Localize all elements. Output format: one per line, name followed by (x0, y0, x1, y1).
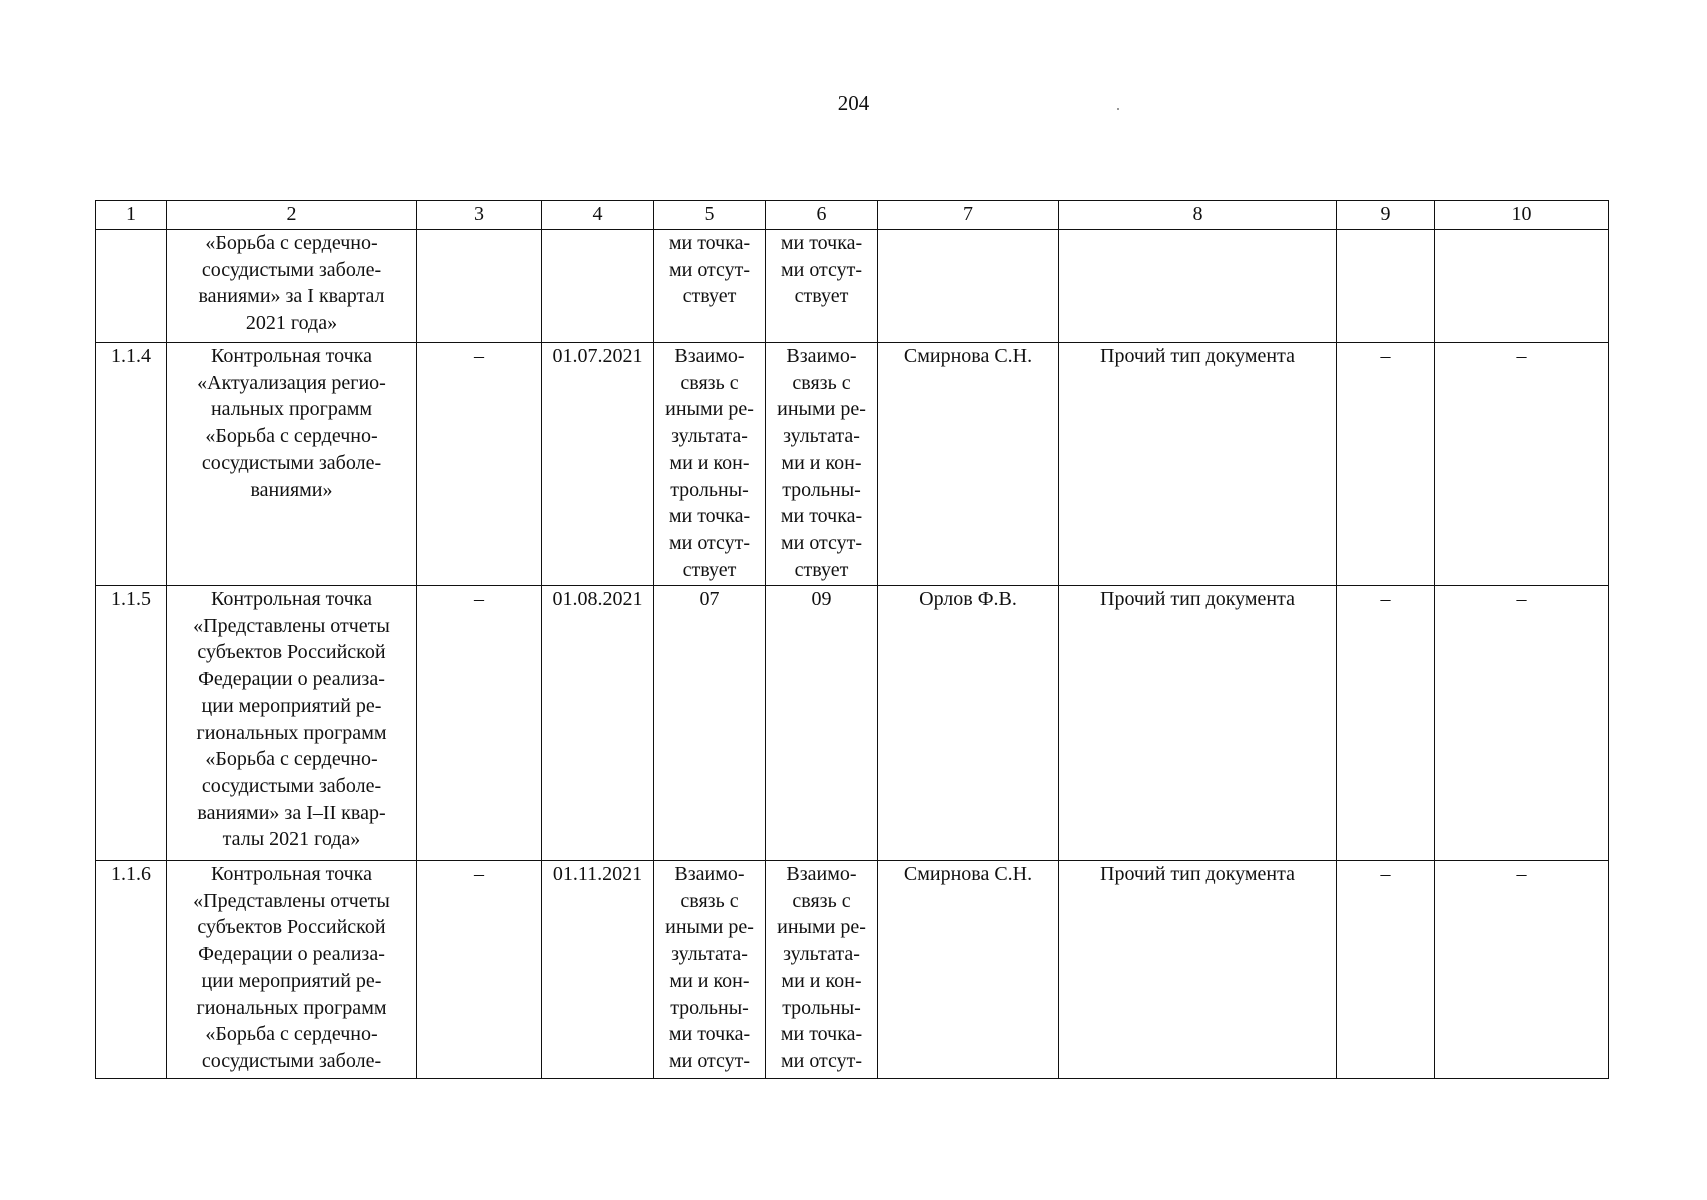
col9-value: – (1380, 863, 1391, 885)
item-number-cell (96, 230, 167, 343)
col5-value: Взаимо- связь с иными ре- зультата- ми и кон- трольны- ми точка- ми отсут- ствует (665, 345, 754, 581)
item-name-cell (167, 230, 417, 343)
item-name-cell (167, 861, 417, 1079)
doc-type-value: Прочий тип документа (1100, 345, 1295, 367)
table-row (96, 861, 1609, 1079)
col5-value: Взаимо- связь с иными ре- зультата- ми и кон- трольны- ми точка- ми отсут- (665, 863, 754, 1072)
responsible-cell (878, 861, 1059, 1079)
item-name-cell (167, 343, 417, 586)
col3-cell (417, 586, 542, 861)
date-value: 01.07.2021 (552, 345, 643, 367)
item-number: 1.1.4 (111, 345, 151, 367)
col9-value: – (1380, 345, 1391, 367)
header-cell-9: 9 (1337, 201, 1435, 230)
col6-cell (766, 586, 878, 861)
col10-cell (1435, 230, 1609, 343)
col5-cell (654, 861, 766, 1079)
date-cell (542, 861, 654, 1079)
table-header-row (96, 201, 1609, 230)
col5-value: ми точка- ми отсут- ствует (668, 232, 751, 308)
col6-value: ми точка- ми отсут- ствует (780, 232, 863, 308)
col3-cell (417, 861, 542, 1079)
responsible-value: Смирнова С.Н. (903, 863, 1033, 885)
col5-cell (654, 230, 766, 343)
responsible-cell (878, 343, 1059, 586)
doc-type-value: Прочий тип документа (1100, 588, 1295, 610)
table-row (96, 230, 1609, 343)
item-name: «Борьба с сердечно- сосудистыми заболе- ваниями» за I квартал 2021 года» (198, 232, 385, 335)
date-cell (542, 586, 654, 861)
plan-table (95, 200, 1609, 1079)
item-name: Контрольная точка «Представлены отчеты субъектов Российской Федерации о реализа- ции мероприятий ре- гиональных программ «Борьба с сердечно- сосудистыми заболе- (193, 863, 390, 1072)
col3-cell (417, 343, 542, 586)
col10-cell (1435, 586, 1609, 861)
col10-cell (1435, 861, 1609, 1079)
responsible-value: Смирнова С.Н. (903, 345, 1033, 367)
col9-cell (1337, 343, 1435, 586)
responsible-cell (878, 230, 1059, 343)
col5-cell (654, 586, 766, 861)
doc-type-value: Прочий тип документа (1100, 863, 1295, 885)
col9-cell (1337, 586, 1435, 861)
responsible-cell (878, 586, 1059, 861)
date-cell (542, 230, 654, 343)
header-cell-8: 8 (1059, 201, 1337, 230)
table-row (96, 343, 1609, 586)
date-value: 01.11.2021 (552, 863, 643, 885)
table-row (96, 586, 1609, 861)
page-number: 204 (837, 91, 870, 115)
col9-cell (1337, 230, 1435, 343)
col10-cell (1435, 343, 1609, 586)
col9-cell (1337, 861, 1435, 1079)
col6-cell (766, 861, 878, 1079)
item-number: 1.1.5 (111, 588, 151, 610)
header-cell-4: 4 (542, 201, 654, 230)
item-number-cell (96, 343, 167, 586)
col10-value: – (1516, 588, 1527, 610)
item-name: Контрольная точка «Актуализация регио- нальных программ «Борьба с сердечно- сосудистыми заболе- ваниями» (197, 345, 386, 501)
col3-value: – (474, 863, 484, 885)
doc-type-cell (1059, 343, 1337, 586)
date-value: 01.08.2021 (552, 588, 643, 610)
header-cell-1: 1 (96, 201, 167, 230)
col3-cell (417, 230, 542, 343)
col5-value: 07 (699, 588, 720, 610)
col3-value: – (474, 588, 484, 610)
doc-type-cell (1059, 230, 1337, 343)
col6-cell (766, 230, 878, 343)
responsible-value: Орлов Ф.В. (919, 588, 1017, 610)
header-cell-7: 7 (878, 201, 1059, 230)
col10-value: – (1516, 345, 1527, 367)
item-name-cell (167, 586, 417, 861)
header-cell-2: 2 (167, 201, 417, 230)
col6-value: 09 (811, 588, 832, 610)
header-cell-10: 10 (1435, 201, 1609, 230)
col9-value: – (1380, 588, 1391, 610)
item-number-cell (96, 586, 167, 861)
col6-cell (766, 343, 878, 586)
header-cell-3: 3 (417, 201, 542, 230)
header-cell-5: 5 (654, 201, 766, 230)
col6-value: Взаимо- связь с иными ре- зультата- ми и кон- трольны- ми точка- ми отсут- (777, 863, 866, 1072)
header-cell-6: 6 (766, 201, 878, 230)
doc-type-cell (1059, 861, 1337, 1079)
scan-speck (1117, 108, 1119, 110)
date-cell (542, 343, 654, 586)
doc-type-cell (1059, 586, 1337, 861)
item-number-cell (96, 861, 167, 1079)
item-name: Контрольная точка «Представлены отчеты субъектов Российской Федерации о реализа- ции мероприятий ре- гиональных программ «Борьба с сердечно- сосудистыми заболе- ваниями» за I–II квар- талы 2021 года» (193, 588, 390, 851)
col5-cell (654, 343, 766, 586)
item-number: 1.1.6 (111, 863, 151, 885)
col10-value: – (1516, 863, 1527, 885)
col3-value: – (474, 345, 484, 367)
col6-value: Взаимо- связь с иными ре- зультата- ми и кон- трольны- ми точка- ми отсут- ствует (777, 345, 866, 581)
